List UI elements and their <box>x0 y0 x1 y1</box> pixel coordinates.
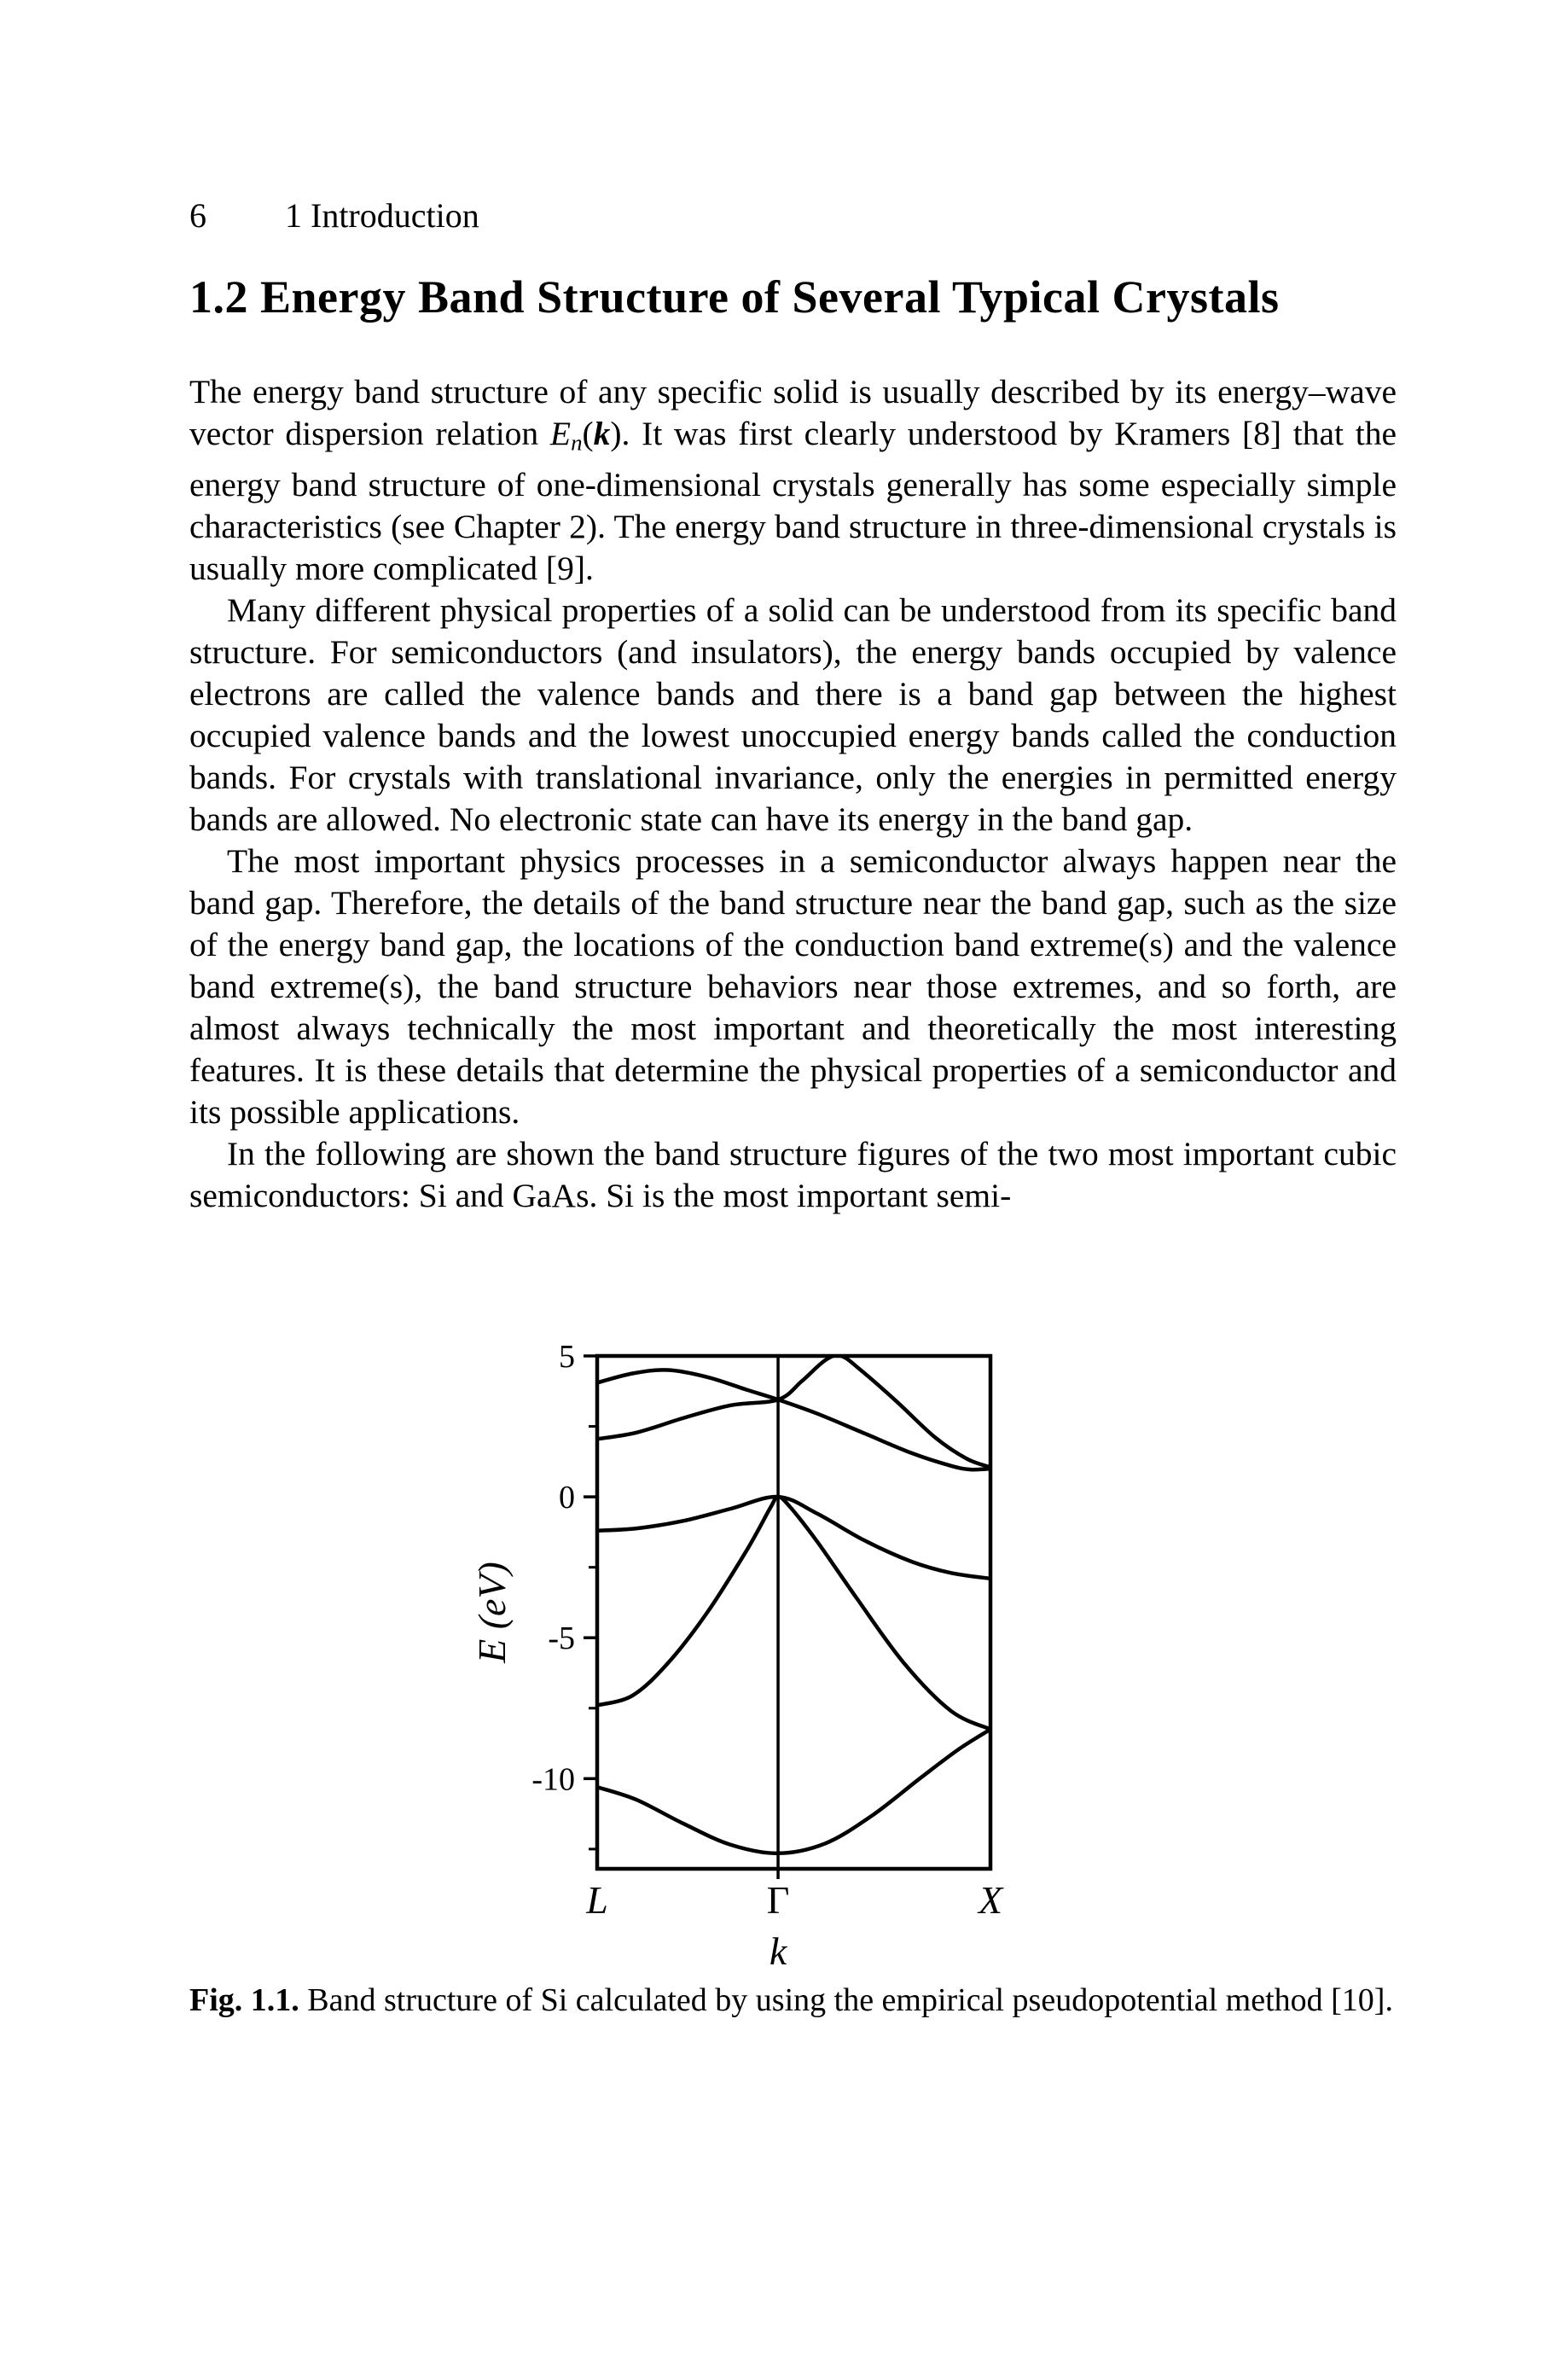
band-curve-conduction-band-2 <box>597 1370 990 1469</box>
paragraph: Many different physical properties of a solid can be understood from its specific band structure. For semiconductors (and insulators), the energy bands occupied by valence electrons are called the valence bands and there is a band gap between the highest occupied valence bands and the lowest unoccupied energy bands called the conduction bands. For crystals with translational invariance, only the energies in permitted energy bands are allowed. No electronic state can have its energy in the band gap. <box>189 591 1397 838</box>
x-tick-label: L <box>586 1877 608 1922</box>
inline-math: k <box>593 415 611 452</box>
y-tick-label: -10 <box>531 1761 575 1798</box>
y-tick-label: 5 <box>559 1338 575 1375</box>
y-tick-label: 0 <box>559 1479 575 1516</box>
y-tick-label: -5 <box>548 1620 575 1656</box>
band-structure-chart <box>461 1299 1058 1964</box>
y-axis-label: E (eV) <box>470 1561 514 1663</box>
band-curve-valence-band-light <box>597 1497 990 1729</box>
paragraph: The most important physics processes in a semiconductor always happen near the band gap. Therefore, the details of the band structure near the band gap, such as the size of the energy band gap, the locations of the conduction band extreme(s) and the valence band extreme(s), the band structure behaviors near those extremes, and so forth, are almost always technically the most important and theoretically the most interesting features. It is these details that determine the physical properties of a semiconductor and its possible applications. <box>189 841 1397 1131</box>
figure-caption-text: Band structure of Si calculated by using the empirical pseudopotential method [10]. <box>307 1981 1393 2018</box>
figure-caption-label: Fig. 1.1. <box>189 1981 299 2018</box>
running-header <box>189 195 1397 236</box>
inline-math: E <box>549 415 572 452</box>
figure-caption <box>189 1980 1397 2022</box>
section-title: 1.2 Energy Band Structure of Several Typical Crystals <box>189 271 1280 323</box>
inline-math: n <box>571 429 583 456</box>
chapter-title: 1 Introduction <box>285 196 479 235</box>
x-tick-label: X <box>978 1877 1003 1922</box>
x-axis-label: k <box>769 1929 787 1964</box>
figure-1-1 <box>189 1299 1397 1964</box>
x-tick-label: Γ <box>766 1877 790 1922</box>
band-curve-valence-band-lowest <box>597 1729 990 1853</box>
paragraph: The energy band structure of any specific solid is usually described by its energy–wave vector dispersion relation En(k). It was first clearly understood by Kramers [8] that the energy band structure of one-dimensional crystals generally has some especially simple characteristics (see Chapter 2). The energy band structure in three-dimensional crystals is usually more complicated [9]. <box>189 373 1397 587</box>
body-text <box>189 371 1397 1217</box>
page-number: 6 <box>189 196 206 235</box>
paragraph: In the following are shown the band structure figures of the two most important cubic semiconductors: Si and GaAs. Si is the most important semi- <box>189 1134 1397 1214</box>
band-curves <box>597 1355 990 1853</box>
